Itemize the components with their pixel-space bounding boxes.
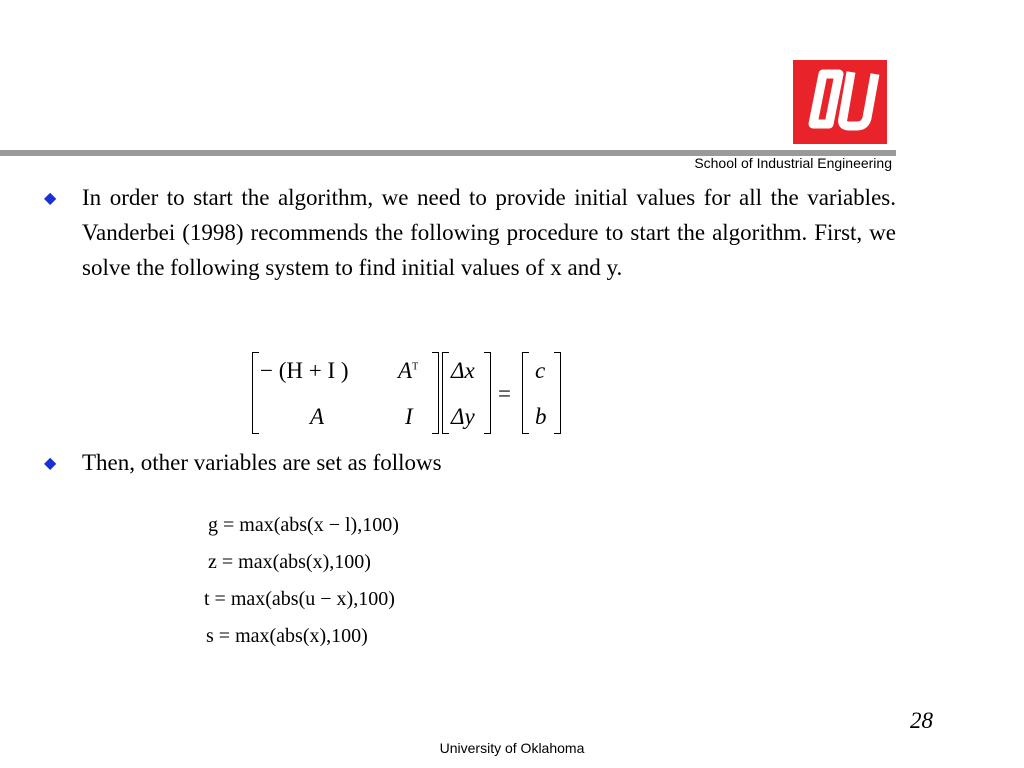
footer-text: University of Oklahoma bbox=[439, 740, 585, 756]
equation-list bbox=[200, 512, 399, 660]
left-bracket bbox=[522, 352, 529, 434]
vector-cell-r2: Δy bbox=[451, 404, 475, 429]
rhs-cell-r2: b bbox=[535, 404, 547, 429]
matrix-cell-r2c2: I bbox=[405, 404, 413, 429]
university-logo bbox=[793, 60, 887, 144]
rhs-cell-r1: c bbox=[535, 358, 546, 383]
ou-monogram-icon bbox=[793, 60, 887, 144]
right-bracket bbox=[432, 352, 439, 434]
bullet-text: In order to start the algorithm, we need to provide initial values for all the variables. Vanderbei (1998) recommends the following procedure to start the algorithm. First, we solve the following system to find initial values of x and y. bbox=[82, 185, 896, 280]
equation-s: s = max(abs(x),100) bbox=[206, 625, 368, 647]
page-number: 28 bbox=[910, 708, 933, 733]
right-bracket bbox=[554, 352, 561, 434]
matrix-cell-r1c1: − (H + I ) bbox=[260, 358, 349, 383]
equation-z: z = max(abs(x),100) bbox=[208, 551, 371, 573]
bullet-paragraph-1 bbox=[44, 180, 896, 285]
left-bracket bbox=[252, 352, 259, 434]
matrix-cell-r1c2: $A^T$ bbox=[398, 358, 419, 383]
bullet-text: Then, other variables are set as follows bbox=[82, 450, 442, 475]
equation-g: g = max(abs(x − l),100) bbox=[208, 514, 399, 536]
equation-t: t = max(abs(u − x),100) bbox=[204, 588, 395, 610]
matrix-equation bbox=[252, 352, 572, 436]
vector-cell-r1: Δx bbox=[451, 358, 475, 383]
matrix-cell-r2c1: A bbox=[310, 404, 325, 429]
right-bracket bbox=[484, 352, 491, 434]
equals-sign: = bbox=[498, 381, 511, 406]
left-bracket bbox=[442, 352, 449, 434]
bullet-paragraph-2 bbox=[44, 445, 896, 480]
school-name: School of Industrial Engineering bbox=[694, 155, 892, 171]
diamond-bullet-icon: ◆ bbox=[44, 188, 57, 207]
diamond-bullet-icon: ◆ bbox=[44, 453, 57, 472]
